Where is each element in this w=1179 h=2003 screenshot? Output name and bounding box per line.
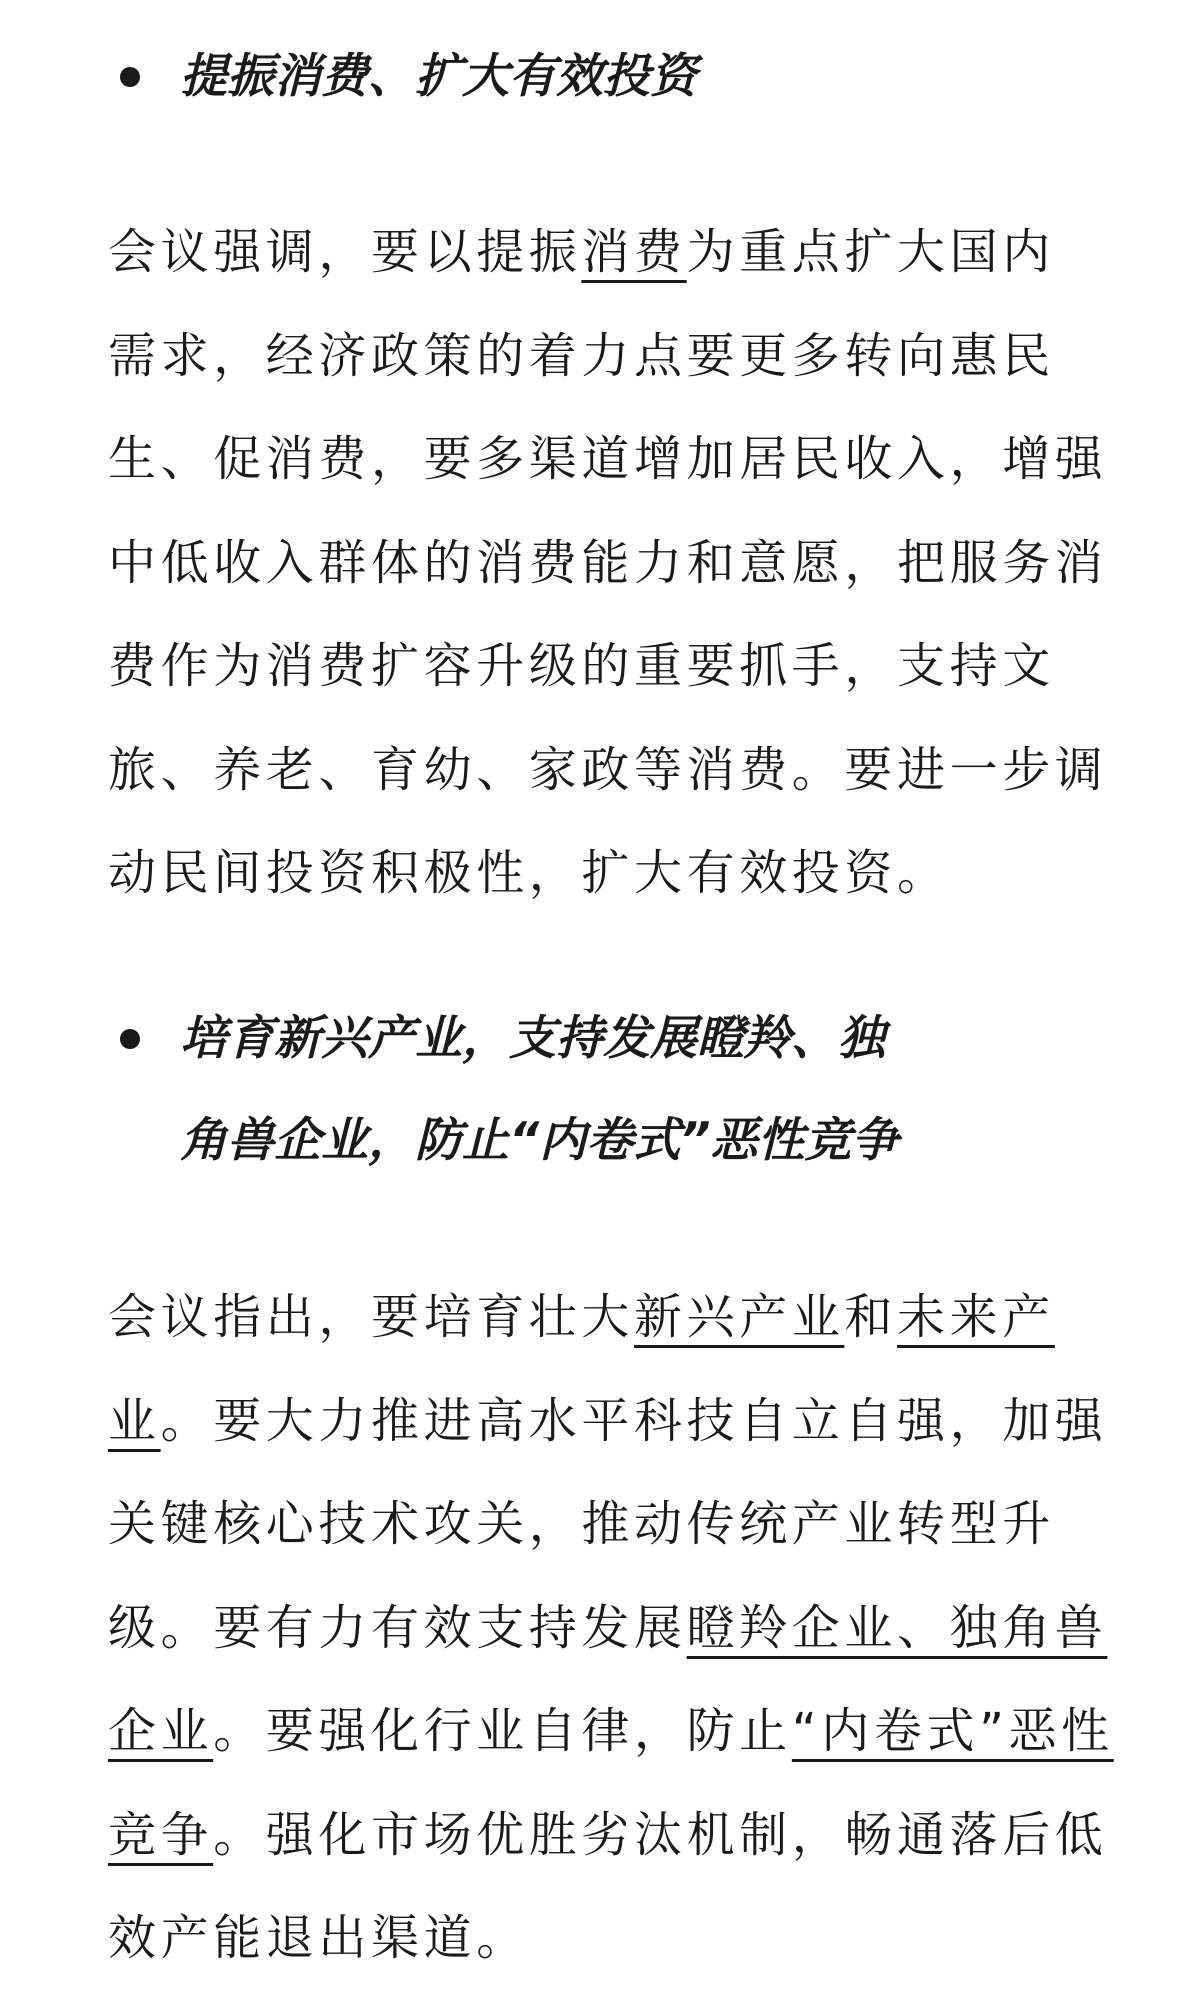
text-run: 。强化市场优胜劣汰机制，畅通落后低 [213,1806,1108,1863]
paragraph-line [108,408,1108,512]
keyword-link[interactable]: 未来产 [897,1289,1055,1345]
paragraph-line [108,719,1108,823]
bullet-icon [120,67,140,87]
section-paragraph-1 [108,201,1108,926]
text-run: 动民间投资积极性，扩大有效投资。 [108,845,950,901]
section-heading-1 [180,26,697,128]
paragraph-line [108,615,1076,719]
section-paragraph-2 [108,1266,1114,1991]
paragraph-line [108,1577,1108,1681]
keyword-link[interactable]: 消费 [581,224,687,280]
heading-line: 角兽企业，防止“内卷式”恶性竞争 [180,1113,899,1168]
text-run: 和 [844,1289,898,1345]
paragraph-line [108,512,1108,616]
keyword-link[interactable]: 瞪羚企业、独角兽 [686,1599,1108,1656]
keyword-link[interactable]: 业 [108,1392,161,1449]
paragraph-line [108,1473,1076,1577]
text-run: 费作为消费扩容升级的重要抓手，支持文 [108,638,1055,694]
text-run: 会议强调，要以提振 [108,224,582,280]
text-run: 级。要有力有效支持发展 [108,1599,687,1656]
keyword-link[interactable]: “内卷式”恶性 [791,1703,1114,1759]
text-run: 。要强化行业自律，防止 [213,1703,792,1759]
paragraph-line [108,1680,1114,1784]
text-run: 旅、养老、育幼、家政等消费。要进一步调 [108,741,1108,798]
text-run: 需求，经济政策的着力点要更多转向惠民 [108,327,1055,384]
paragraph-line [108,305,1076,409]
text-run: 效产能退出渠道。 [108,1910,529,1966]
text-run: 为重点扩大国内 [686,224,1055,280]
keyword-link[interactable]: 新兴产业 [634,1289,845,1345]
paragraph-line [108,822,1076,926]
keyword-link[interactable]: 企业 [108,1703,214,1759]
paragraph-line [108,1784,1108,1888]
text-run: 。要大力推进高水平科技自立自强，加强 [160,1392,1108,1449]
bullet-icon [120,1029,140,1049]
paragraph-line [108,201,1076,305]
heading-line: 培育新兴产业，支持发展瞪羚、独 [180,1011,885,1066]
keyword-link[interactable]: 竞争 [108,1806,214,1863]
paragraph-line [108,1887,1076,1991]
text-run: 关键核心技术攻关，推动传统产业转型升 [108,1496,1055,1552]
text-run: 生、促消费，要多渠道增加居民收入，增强 [108,431,1108,487]
heading-line: 提振消费、扩大有效投资 [180,49,697,104]
text-run: 中低收入群体的消费能力和意愿，把服务消 [108,534,1108,591]
paragraph-line [108,1370,1108,1474]
paragraph-line [108,1266,1076,1370]
section-heading-2 [180,988,899,1192]
text-run: 会议指出，要培育壮大 [108,1289,635,1345]
